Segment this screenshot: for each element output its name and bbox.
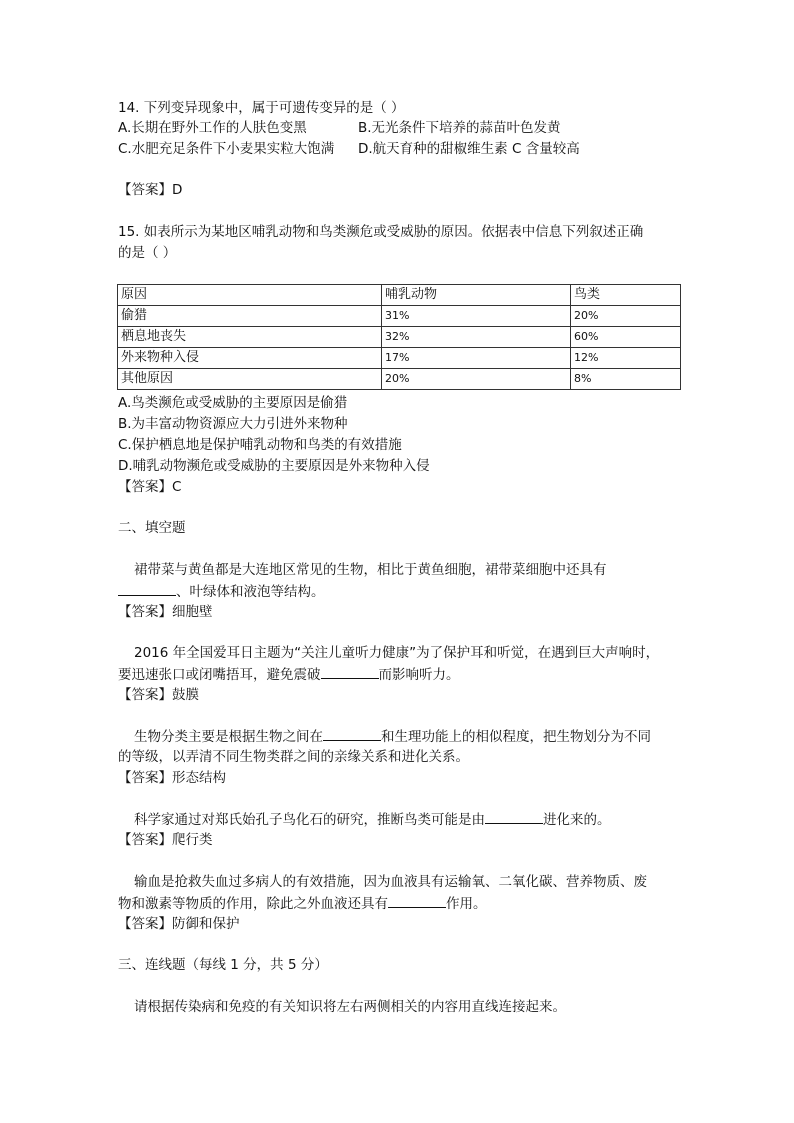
table-cell: 栖息地丧失 [118,327,382,348]
fill-q3-line2: 的等级，以弄清不同生物类群之间的亲缘关系和进化关系。 [118,749,469,765]
fill-q4-line1-before: 科学家通过对郑氏始孔子鸟化石的研究，推断鸟类可能是由 [134,812,485,828]
q14-option-d: D.航天育种的甜椒维生素 C 含量较高 [358,141,580,157]
q15-answer: 【答案】C [118,479,182,495]
fill-q5-line2 [118,893,487,914]
fill-q4-line1 [134,809,611,830]
answer-blank [321,664,379,679]
table-row [118,369,681,390]
section2-title: 二、填空题 [118,520,186,536]
answer-blank [118,581,176,596]
fill-q4-line1-after: 进化来的。 [543,812,611,828]
fill-q1-line1: 裙带菜与黄鱼都是大连地区常见的生物，相比于黄鱼细胞，裙带菜细胞中还具有 [134,562,607,578]
q15-option-a: A.鸟类濒危或受威胁的主要原因是偷猎 [118,395,348,411]
table-cell: 20% [571,306,681,327]
table-cell: 20% [382,369,571,390]
table-cell: 60% [571,327,681,348]
fill-q2-line2-after: 而影响听力。 [378,667,460,683]
fill-q2-line2-before: 要迅速张口或闭嘴捂耳，避免震破 [118,667,321,683]
table-header-cell: 鸟类 [571,285,681,306]
fill-q1-answer: 【答案】细胞壁 [118,604,213,620]
q14-option-c: C.水肥充足条件下小麦果实粒大饱满 [118,141,335,157]
q14-answer: 【答案】D [118,182,183,198]
fill-q1-line2-text: 、叶绿体和液泡等结构。 [176,584,325,600]
table-row [118,306,681,327]
fill-q2-answer: 【答案】鼓膜 [118,687,199,703]
table-header-row [118,285,681,306]
q15-stem-line2: 的是（ ） [118,245,177,261]
fill-q3-line1-before: 生物分类主要是根据生物之间在 [134,729,323,745]
fill-q1-line2 [118,581,325,602]
q14-option-a: A.长期在野外工作的人肤色变黑 [118,120,307,136]
section3-instruction: 请根据传染病和免疫的有关知识将左右两侧相关的内容用直线连接起来。 [134,999,566,1015]
q14-option-b: B.无光条件下培养的蒜苗叶色发黄 [358,120,561,136]
fill-q2-line2 [118,664,460,685]
answer-blank [485,809,543,824]
fill-q5-line2-before: 物和激素等物质的作用，除此之外血液还具有 [118,896,388,912]
table-cell: 其他原因 [118,369,382,390]
answer-blank [323,726,381,741]
fill-q4-answer: 【答案】爬行类 [118,832,213,848]
fill-q5-line2-after: 作用。 [446,896,487,912]
answer-blank [388,893,446,908]
fill-q3-line1 [134,726,651,747]
table-cell: 12% [571,348,681,369]
table-header-cell: 原因 [118,285,382,306]
fill-q2-line1: 2016 年全国爱耳日主题为“关注儿童听力健康”为了保护耳和听觉，在遇到巨大声响时， [134,645,660,661]
table-cell: 17% [382,348,571,369]
fill-q3-answer: 【答案】形态结构 [118,770,226,786]
table-row [118,327,681,348]
q15-option-b: B.为丰富动物资源应大力引进外来物种 [118,416,348,432]
fill-q5-answer: 【答案】防御和保护 [118,916,240,932]
table-cell: 32% [382,327,571,348]
table-header-cell: 哺乳动物 [382,285,571,306]
q15-table [117,284,681,390]
table-cell: 外来物种入侵 [118,348,382,369]
table-cell: 31% [382,306,571,327]
table-row [118,348,681,369]
q14-stem: 14. 下列变异现象中，属于可遗传变异的是（ ） [118,100,405,116]
section3-title: 三、连线题（每线 1 分，共 5 分） [118,957,328,973]
fill-q5-line1: 输血是抢救失血过多病人的有效措施，因为血液具有运输氧、二氧化碳、营养物质、废 [134,874,647,890]
q15-option-d: D.哺乳动物濒危或受威胁的主要原因是外来物种入侵 [118,458,430,474]
fill-q3-line1-after: 和生理功能上的相似程度，把生物划分为不同 [381,729,651,745]
q15-option-c: C.保护栖息地是保护哺乳动物和鸟类的有效措施 [118,437,402,453]
q15-stem-line1: 15. 如表所示为某地区哺乳动物和鸟类濒危或受威胁的原因。依据表中信息下列叙述正确 [118,224,644,240]
table-cell: 8% [571,369,681,390]
table-cell: 偷猎 [118,306,382,327]
